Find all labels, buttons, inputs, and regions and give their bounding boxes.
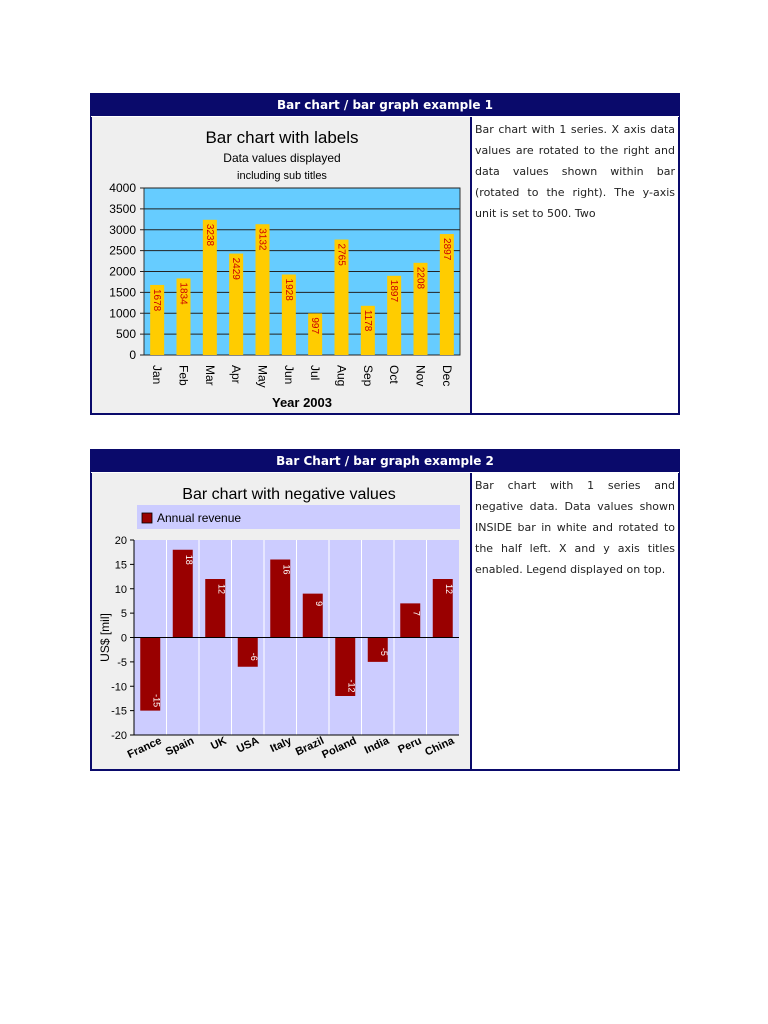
x-tick-label: Nov	[413, 365, 428, 387]
y-tick-label: 2500	[109, 243, 136, 258]
x-tick-label: Sep	[360, 365, 375, 387]
y-tick-label: 1500	[109, 285, 136, 300]
x-tick-label: USA	[234, 734, 262, 756]
y-axis-title: US$ [mil]	[98, 613, 112, 662]
x-tick-label: China	[423, 734, 457, 759]
x-tick-label: France	[125, 734, 164, 761]
data-label: 997	[309, 317, 321, 335]
data-label: 1178	[361, 309, 373, 332]
x-tick-label: May	[255, 365, 270, 388]
legend-label: Annual revenue	[157, 511, 242, 525]
y-tick-label: 15	[114, 559, 127, 572]
data-label: 2897	[440, 238, 452, 261]
chart-subtitle-2: including sub titles	[237, 170, 327, 182]
x-tick-label: Oct	[387, 365, 402, 384]
x-tick-label: Jul	[308, 365, 323, 381]
x-tick-label: Feb	[176, 365, 191, 386]
chart-title: Bar chart with negative values	[182, 486, 396, 503]
data-label: 3132	[256, 228, 268, 251]
data-label: 16	[281, 564, 292, 575]
panel-header-2: Bar Chart / bar graph example 2	[91, 450, 679, 472]
y-tick-label: 500	[115, 327, 136, 342]
x-tick-label: Mar	[202, 365, 217, 386]
data-label: 1928	[282, 278, 294, 301]
x-tick-label: Jun	[281, 365, 296, 385]
data-label: 2208	[414, 266, 426, 290]
y-tick-label: 0	[120, 632, 127, 645]
bar-chart-with-labels	[92, 117, 470, 413]
data-label: 12	[443, 583, 454, 595]
x-tick-label: Apr	[229, 365, 244, 384]
bar-peru	[400, 603, 420, 637]
x-tick-label: Spain	[163, 734, 197, 759]
y-tick-label: 0	[129, 348, 136, 362]
data-label: -5	[378, 647, 389, 656]
x-tick-label: UK	[209, 734, 229, 753]
y-tick-label: -10	[111, 681, 127, 694]
bar-chart-negative-values	[92, 473, 470, 769]
data-label: 7	[411, 610, 422, 616]
y-tick-label: -20	[111, 730, 127, 742]
y-tick-label: 3500	[109, 201, 136, 216]
chart-cell-2	[91, 473, 471, 770]
data-label: 18	[183, 554, 194, 565]
x-tick-label: Peru	[396, 734, 424, 757]
chart-title: Bar chart with labels	[205, 128, 359, 147]
x-tick-label: Poland	[320, 734, 359, 762]
data-label: -15	[151, 694, 162, 708]
data-label: 9	[313, 601, 324, 607]
y-tick-label: 3000	[109, 222, 136, 237]
chart-subtitle-1: Data values displayed	[223, 151, 341, 165]
data-label: 2429	[230, 257, 242, 280]
data-label: -6	[248, 652, 259, 661]
data-label: 1678	[151, 288, 163, 312]
x-axis-title: Year 2003	[271, 395, 333, 410]
data-label: 1897	[388, 279, 400, 303]
x-tick-label: Italy	[268, 734, 294, 756]
y-tick-label: 20	[114, 535, 127, 547]
data-label: 3238	[203, 223, 215, 247]
data-label: 1834	[177, 282, 189, 305]
x-tick-label: Jan	[150, 365, 165, 385]
y-tick-label: 4000	[109, 181, 136, 195]
x-tick-label: Aug	[334, 365, 349, 387]
description-1: Bar chart with 1 series. X axis data values are rotated to the right and data values shown within bar (rotated to the right). The y-axis unit is set to 500. Two	[471, 117, 679, 414]
data-label: 2765	[335, 243, 347, 266]
y-tick-label: 1000	[109, 306, 136, 321]
x-tick-label: India	[362, 734, 392, 757]
panel-header-1: Bar chart / bar graph example 1	[91, 94, 679, 116]
y-tick-label: 2000	[109, 264, 136, 279]
description-2: Bar chart with 1 series and negative data. Data values shown INSIDE bar in white and rotated to the half left. X and y axis titles enabled. Legend displayed on top.	[471, 473, 679, 770]
x-tick-label: Dec	[439, 365, 454, 387]
y-tick-label: 10	[114, 583, 127, 596]
y-tick-label: 5	[120, 608, 127, 621]
chart-panel-1	[90, 93, 680, 415]
x-tick-label: Brazil	[293, 734, 327, 759]
chart-cell-1	[91, 117, 471, 414]
y-tick-label: -15	[111, 705, 127, 718]
chart-panel-2	[90, 449, 680, 771]
data-label: 12	[216, 583, 227, 595]
data-label: -12	[346, 679, 357, 693]
legend-swatch	[142, 513, 152, 523]
y-tick-label: -5	[117, 656, 127, 669]
